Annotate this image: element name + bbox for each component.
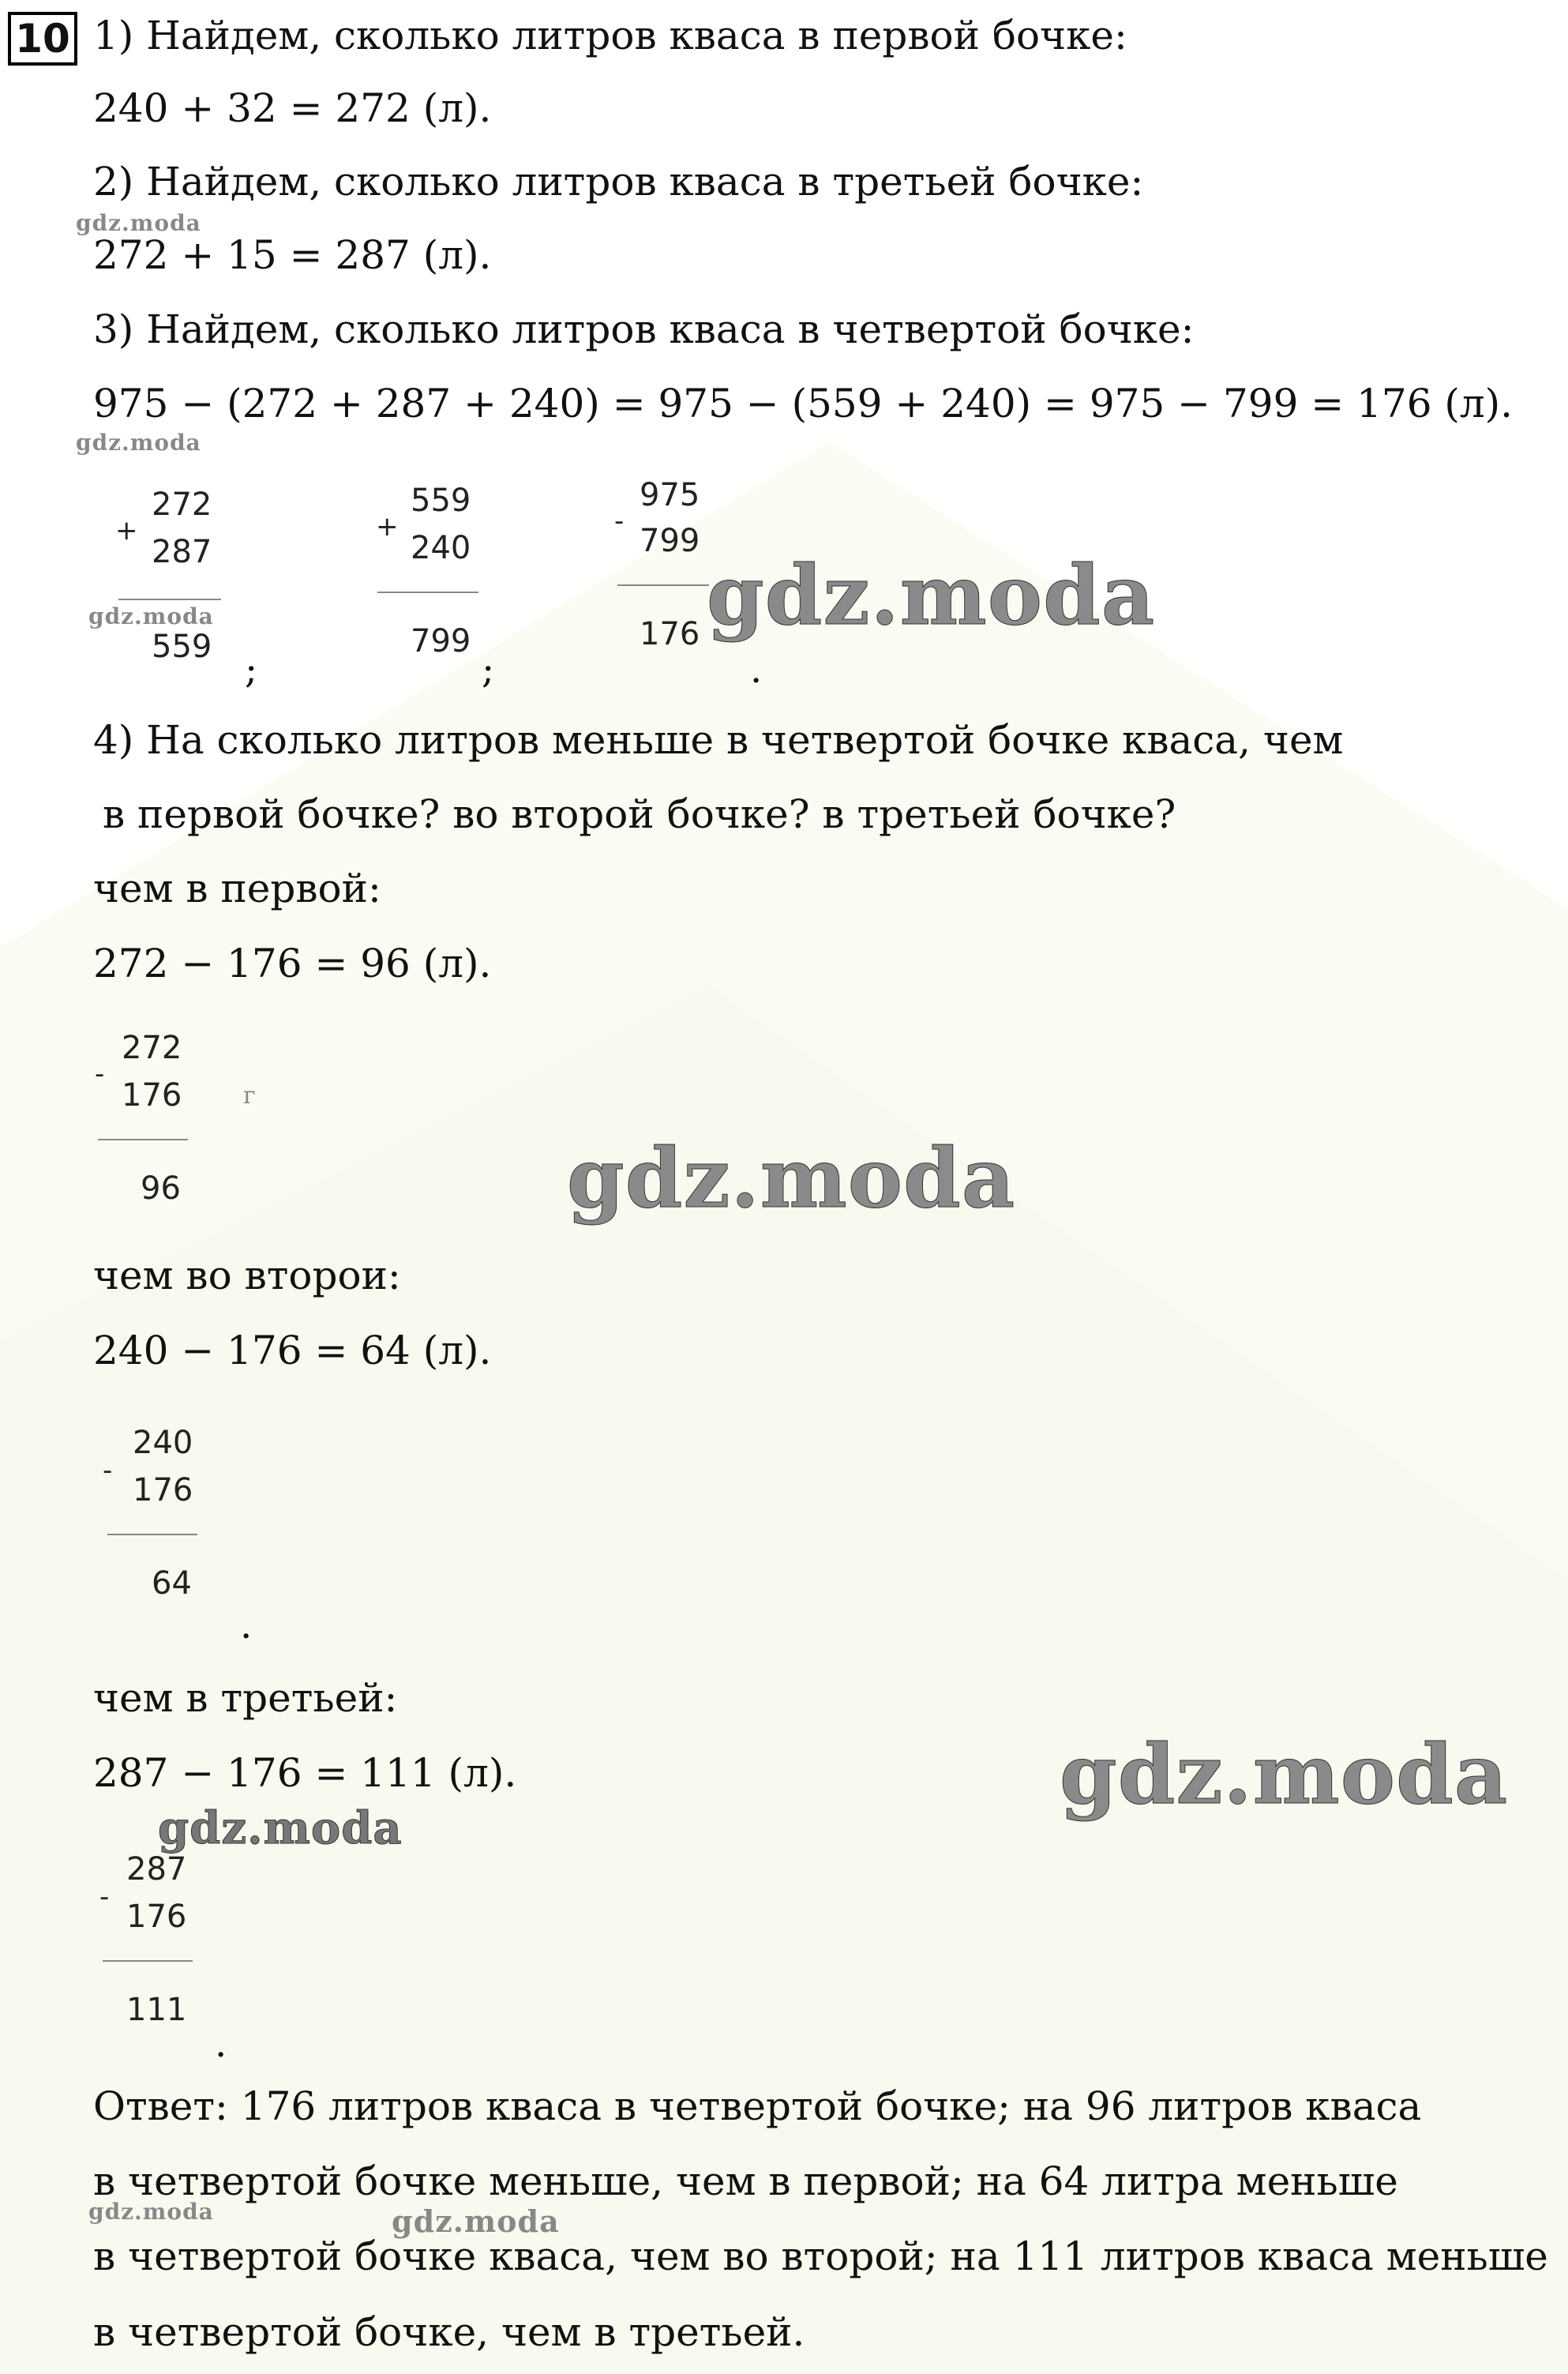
semicolon: ;	[245, 648, 258, 692]
compare-third-label: чем в третьей:	[93, 1675, 398, 1721]
result: 799	[411, 623, 471, 659]
operand-1: 975	[640, 477, 700, 513]
minus-sign: -	[103, 1455, 113, 1486]
sum-line	[118, 599, 221, 600]
result: 111	[126, 1992, 187, 2028]
difference-line	[103, 1960, 193, 1962]
operand-1: 559	[411, 483, 471, 519]
operand-2: 176	[126, 1899, 187, 1935]
compare-second-equation: 240 − 176 = 64 (л).	[93, 1328, 492, 1373]
watermark: gdz.moda	[76, 430, 201, 456]
semicolon: ;	[482, 648, 495, 692]
operand-2: 287	[152, 534, 212, 570]
step-4-text-2: в первой бочке? во второй бочке? в третьей бочке?	[103, 791, 1176, 837]
sum-line	[377, 592, 478, 593]
column-subtraction-3	[103, 1422, 261, 1603]
operand-2: 176	[133, 1472, 193, 1508]
operand-2: 176	[122, 1077, 182, 1114]
task-number: 10	[8, 12, 77, 66]
answer-line-3: в четвертой бочке кваса, чем во второй; на 111 литров кваса меньше	[93, 2233, 1548, 2279]
step-1-text: 1) Найдем, сколько литров кваса в первой бочке:	[93, 13, 1127, 58]
operand-1: 287	[126, 1851, 187, 1888]
step-3-equation: 975 − (272 + 287 + 240) = 975 − (559 + 240) = 975 − 799 = 176 (л).	[93, 381, 1514, 426]
period: .	[750, 648, 763, 692]
answer-line-1: Ответ: 176 литров кваса в четвертой бочке; на 96 литров кваса	[93, 2083, 1422, 2129]
watermark: gdz.moda	[1060, 1726, 1509, 1823]
compare-first-label: чем в первой:	[93, 866, 381, 911]
answer-line-2: в четвертой бочке меньше, чем в первой; на 64 литра меньше	[93, 2158, 1398, 2204]
plus-sign: +	[376, 511, 399, 543]
compare-second-label: чем во второи:	[93, 1253, 401, 1298]
watermark: gdz.moda	[88, 603, 214, 629]
period: .	[215, 2022, 227, 2066]
step-4-text-1: 4) На сколько литров меньше в четвертой бочке кваса, чем	[93, 717, 1344, 763]
step-1-equation: 240 + 32 = 272 (л).	[93, 85, 492, 131]
operand-1: 240	[133, 1425, 193, 1461]
watermark: gdz.moda	[76, 210, 201, 236]
plus-sign: +	[115, 515, 138, 547]
result: 64	[152, 1565, 192, 1602]
difference-line	[107, 1534, 197, 1535]
watermark: gdz.moda	[392, 2203, 560, 2239]
column-subtraction-4	[99, 1848, 257, 2030]
watermark: gdz.moda	[158, 1802, 403, 1854]
minus-sign: -	[95, 1058, 105, 1090]
operand-2: 240	[411, 530, 471, 566]
column-subtraction-2	[95, 1027, 253, 1208]
watermark: gdz.moda	[707, 547, 1156, 644]
step-2-equation: 272 + 15 = 287 (л).	[93, 232, 492, 278]
operand-1: 272	[122, 1030, 182, 1066]
period: .	[240, 1603, 253, 1647]
compare-third-equation: 287 − 176 = 111 (л).	[93, 1750, 517, 1796]
difference-line	[98, 1139, 188, 1140]
stray-mark: г	[243, 1082, 256, 1110]
step-2-text: 2) Найдем, сколько литров кваса в третьей бочке:	[93, 159, 1144, 205]
step-3-text: 3) Найдем, сколько литров кваса в четвертой бочке:	[93, 306, 1195, 352]
difference-line	[617, 584, 709, 586]
result: 176	[640, 616, 700, 652]
operand-1: 272	[152, 486, 212, 523]
result: 559	[152, 629, 212, 665]
minus-sign: -	[614, 505, 625, 537]
operand-2: 799	[640, 523, 700, 559]
answer-line-4: в четвертой бочке, чем в третьей.	[93, 2309, 805, 2355]
column-addition-2	[371, 478, 513, 659]
compare-first-equation: 272 − 176 = 96 (л).	[93, 941, 492, 986]
minus-sign: -	[99, 1881, 110, 1913]
watermark: gdz.moda	[567, 1129, 1016, 1226]
result: 96	[141, 1170, 181, 1207]
watermark: gdz.moda	[88, 2199, 214, 2225]
column-addition-1	[111, 482, 253, 663]
